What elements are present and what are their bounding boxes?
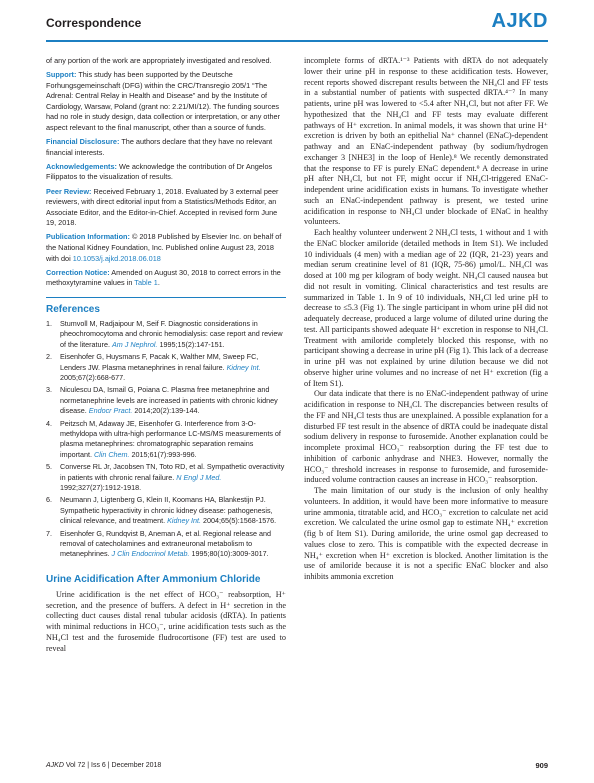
- footer-journal-info: [46, 762, 161, 769]
- reference-text: Eisenhofer G, Huysmans F, Pacak K, Walther MM, Sweep FC, Lenders JW. Plasma metanephrines in renal failure.: [60, 352, 259, 372]
- reference-cite: 2004;65(5):1568-1576.: [203, 516, 277, 526]
- review-label: Peer Review:: [46, 186, 92, 196]
- references-rule: [46, 297, 286, 298]
- section-title: Correspondence: [46, 16, 142, 30]
- reference-list: [46, 319, 286, 560]
- support-note: [46, 70, 286, 134]
- references-title: References: [46, 303, 100, 315]
- reference-item: [46, 419, 286, 461]
- page-number: 909: [535, 761, 548, 770]
- correction-text: Amended on August 30, 2018 to correct errors in the methoxytyramine values in: [46, 267, 281, 288]
- article-notes: [46, 56, 286, 289]
- reference-number: 1.: [46, 318, 52, 328]
- reference-item: [46, 352, 286, 383]
- reference-item: [46, 385, 286, 416]
- left-column: [46, 56, 286, 756]
- reference-journal[interactable]: Kidney Int.: [226, 362, 261, 372]
- reference-text: Converse RL Jr, Jacobsen TN, Toto RD, et al. Sympathetic overactivity in patients with chronic renal failure.: [60, 462, 285, 482]
- article-paragraph-intro: Urine acidification is the net effect of HCO₃⁻ reabsorption, H⁺ secretion, and the presence of buffers. A defect in H⁺ secretion in the collecting duct causes distal renal tubular acidosis (dRTA). In patients with minimal reductions in HCO₃⁻, urine acidification tests such as the NH₄Cl test and the furosemide fludrocortisone (FF) test are used to reveal: [46, 589, 286, 653]
- correction-end: .: [157, 278, 160, 288]
- reference-text: Peitzsch M, Adaway JE, Eisenhofer G. Interference from 3-O-methyldopa with ultra-high performance LC-MS/MS measurements of plasma metanephrines: chromatographic separation remains important.: [60, 418, 281, 459]
- reference-journal[interactable]: Kidney Int.: [167, 516, 202, 526]
- reference-cite: 2005;67(2):668-677.: [60, 372, 126, 382]
- reference-text: Neumann J, Ligtenberg G, Klein II, Koomans HA, Blankestijn PJ. Sympathetic hyperactivity in chronic kidney disease: pathogenesis, clinical relevance, and treatment.: [60, 495, 273, 526]
- disclosure-label: Financial Disclosure:: [46, 137, 120, 147]
- reference-number: 5.: [46, 462, 52, 472]
- article-paragraph-2: Each healthy volunteer underwent 2 NH₄Cl tests, 1 without and 1 with the ENaC blocker amiloride (detailed methods in Item S1). We included 10 individuals (4 men) with a median age of 22 (IQR, 21-23) years and median serum creatinine level of 81 (IQR, 75-86) µmol/L. NH₄Cl was dosed at 100 mg per kilogram of body weight. NH₄Cl caused nausea but did not result in vomiting. Clinical characteristics and test results are summarized in Table 1. In 9 of 10 individuals, NH₄Cl led urine pH to decrease to ≤5.3 (Fig 1). The single participant in whom urine pH did not adequately decrease, produced a large volume of diluted urine during the test. All participants showed adequate H⁺ excretion in response to NH₄Cl. Treatment with amiloride completely blocked this response, with no participant showing a decrease in urine pH (Fig 1). This lack of a decrease in urine pH was not explained by urine dilution because we did not observe higher urine volumes and no increase of net H⁺ excretion (fig a of Item S1).: [304, 228, 548, 388]
- pubinfo-label: Publication Information:: [46, 232, 130, 242]
- reference-number: 6.: [46, 495, 52, 505]
- reference-text: Stumvoll M, Radjaipour M, Seif F. Diagnostic considerations in pheochromocytoma and chronic hemodialysis: case report and review of the literature.: [60, 318, 283, 349]
- table-1-link[interactable]: Table 1: [134, 278, 158, 288]
- ack-label: Acknowledgements:: [46, 161, 117, 171]
- reference-item: [46, 319, 286, 350]
- right-column: [304, 56, 548, 756]
- reference-text: Eisenhofer G, Rundqvist B, Aneman A, et al. Regional release and removal of catecholamines and extraneuronal metabolism to metanephrines.: [60, 528, 271, 559]
- correction-note: [46, 268, 286, 289]
- reference-number: 2.: [46, 352, 52, 362]
- pubinfo-text: © 2018 Published by Elsevier Inc. on behalf of the National Kidney Foundation, Inc. Published online August 23, 2018 with doi: [46, 232, 282, 263]
- support-text: This study has been supported by the Deutsche Forhungsgemeinschaft (DFG) within the CRC/Transregio 205/1 “The Adrenal: Central Relay in Health and Disease” and by the Institute of Cardiology, Warsaw, Poland (grant no: 2.21/MI/12). The funding sources had no role in study design, data collection or interpretation, or any other aspect relevant to the final manuscript, other than a source of funds.: [46, 70, 281, 133]
- reference-cite: 1995;15(2):147-151.: [159, 339, 225, 349]
- reference-text: Niculescu DA, Ismail G, Poiana C. Plasma free metanephrine and normetanephrine levels are increased in patients with chronic kidney disease.: [60, 385, 278, 416]
- article-title: Urine Acidification After Ammonium Chloride: [46, 573, 261, 585]
- header-rule: [46, 40, 548, 42]
- disclosure-text: The authors declare that they have no relevant financial interests.: [46, 137, 273, 157]
- reference-item: [46, 495, 286, 526]
- disclosure-note: [46, 137, 286, 158]
- reference-number: 4.: [46, 418, 52, 428]
- reference-number: 3.: [46, 385, 52, 395]
- reference-journal[interactable]: Am J Nephrol.: [111, 339, 158, 349]
- reference-cite: 2015;61(7):993-996.: [131, 449, 197, 459]
- footer-issue: Vol 72 | Iss 6 | December 2018: [65, 762, 162, 769]
- reference-cite: 1992;327(27):1912-1918.: [60, 482, 142, 492]
- reference-item: [46, 462, 286, 493]
- doi-link[interactable]: 10.1053/j.ajkd.2018.06.018: [72, 253, 161, 263]
- correction-label: Correction Notice:: [46, 267, 110, 277]
- review-note: [46, 187, 286, 229]
- notes-continuation: of any portion of the work are appropriately investigated and resolved.: [46, 56, 272, 65]
- reference-journal[interactable]: Endocr Pract.: [88, 406, 133, 416]
- reference-journal[interactable]: Clin Chem.: [93, 449, 130, 459]
- article-paragraph-4: The main limitation of our study is the inclusion of only healthy volunteers. In addition, it would have been more informative to measure urine ammonia, titratable acid, and HCO₃⁻ excretion to calculate net acid excretion. We calculated the urine osmol gap to estimate NH₄⁺ excretion (fig b of Item S1). During amiloride, the urine osmol gap decreased to values close to zero. This is compatible with the expected decrease in NH₄⁺ excretion when H⁺ excretion is blocked. Another limitation is the use of amiloride because it is not a specific ENaC blocker and also inhibits ammonia excretion: [304, 486, 548, 581]
- article-paragraph-1: incomplete forms of dRTA.¹⁻³ Patients with dRTA do not adequately lower their urine pH in response to these acidification tests. However, recent reports showed discrepant results between the NH₄Cl and FF tests in a substantial number of patients with suspected dRTA.⁴⁻⁷ In many patients, urine pH was lowered to <5.4 after NH₄Cl, but not after FF. We hypothesized that the NH₄Cl and FF tests may evaluate different pathways of H⁺ excretion. In animal models, it was shown that urine H⁺ excretion is driven by both an epithelial Na⁺ channel (ENaC)-dependent pathway and an ENaC-independent pathway (by sodium/hydrogen exchanger 3 [NHE3] in the loop of Henle).⁸ We recently demonstrated that the response to FF is purely ENaC dependent.⁹ A decrease in urine pH after NH₄Cl, but not FF, might occur if NH₄Cl-triggered ENaC-independent urine acidification exists in humans. To investigate whether such an ENaC-independent pathway is present, we tested urine acidification in response to NH₄Cl under blockade of ENaC in healthy volunteers.: [304, 56, 548, 227]
- reference-cite: 2014;20(2):139-144.: [134, 406, 200, 416]
- review-text: Received February 1, 2018. Evaluated by 3 external peer reviewers, with direct editorial input from a Statistics/Methods Editor, an Associate Editor, and the Editor-in-Chief. Accepted in revised form June 19, 2018.: [46, 186, 279, 228]
- footer-journal: AJKD: [46, 762, 64, 769]
- reference-journal[interactable]: J Clin Endocrinol Metab.: [111, 549, 190, 559]
- reference-journal[interactable]: N Engl J Med.: [176, 472, 222, 482]
- reference-item: [46, 529, 286, 560]
- article-paragraph-3: Our data indicate that there is no ENaC-independent pathway of urine acidification in response to NH₄Cl. The discrepancies between results of the FF and NH₄Cl tests thus are unexplained. A possible explanation for a disturbed FF test result in the absence of dRTA could be inadequate distal sodium delivery in response to furosemide. Another explanation could be incomplete proximal HCO₃⁻ reabsorption during the FF test due to inhibition of carbonic anhydrase and NHE3. However, normally the HCO₃⁻ threshold increases in response to furosemide, and furosemide-induced volume contraction causes an increase in HCO₃⁻ reabsorption.: [304, 389, 548, 485]
- pubinfo-note: [46, 232, 286, 264]
- reference-number: 7.: [46, 528, 52, 538]
- support-label: Support:: [46, 70, 77, 80]
- reference-cite: 1995;80(10):3009-3017.: [191, 549, 269, 559]
- ack-note: [46, 162, 286, 183]
- journal-logo[interactable]: AJKD: [491, 10, 548, 32]
- ack-text: We acknowledge the contribution of Dr Angelos Filippatos to the visualization of results.: [46, 161, 273, 182]
